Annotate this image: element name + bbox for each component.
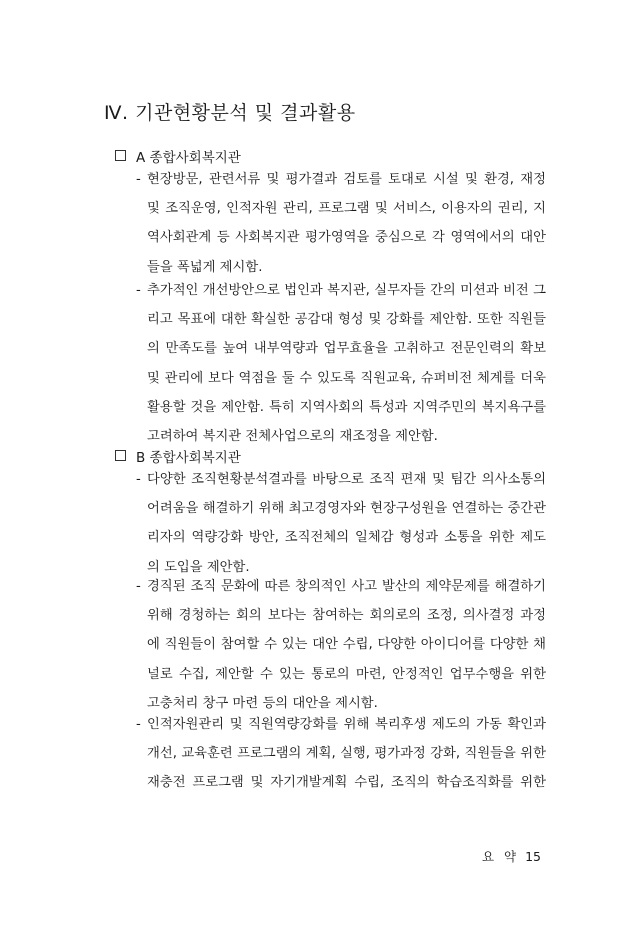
dash-bullet-icon: - <box>136 283 141 298</box>
text-line: 어려움을 해결하기 위해 최고경영자와 현장구성원을 연결하는 중간관 <box>147 501 546 517</box>
text-line: 및 조직운영, 인적자원 관리, 프로그램 및 서비스, 이용자의 권리, 지 <box>147 201 546 217</box>
text-line: 리고 목표에 대한 확실한 공감대 형성 및 강화를 제안함. 또한 직원들 <box>147 312 546 328</box>
text-line: 들을 폭넓게 제시함. <box>147 259 263 275</box>
bullet-item <box>136 710 546 798</box>
footer-label: 요 약 <box>481 849 520 864</box>
dash-bullet-icon: - <box>136 172 141 187</box>
text-line: 리자의 역량강화 방안, 조직전체의 일체감 형성과 소통을 위한 제도 <box>147 530 546 546</box>
text-line: 다양한 조직현황분석결과를 바탕으로 조직 편재 및 팀간 의사소통의 <box>147 472 546 487</box>
text-line: 및 관리에 보다 역점을 둘 수 있도록 직원교육, 슈퍼비전 체계를 더욱 <box>147 370 546 386</box>
section-label: A 종합사회복지관 <box>136 150 241 166</box>
text-line: 위해 경청하는 회의 보다는 참여하는 회의로의 조정, 의사결정 과정 <box>147 608 546 624</box>
bullet-item <box>136 165 546 282</box>
text-line: 재충전 프로그램 및 자기개발계획 수립, 조직의 학습조직화를 위한 <box>147 775 546 791</box>
square-bullet-icon <box>115 150 126 161</box>
section-label: B 종합사회복지관 <box>136 450 241 466</box>
dash-bullet-icon: - <box>136 717 141 732</box>
text-line: 고려하여 복지관 전체사업으로의 재조정을 제안함. <box>147 429 438 445</box>
text-line: 활용할 것을 제안함. 특히 지역사회의 특성과 지역주민의 복지욕구를 <box>147 399 546 415</box>
bullet-item <box>136 276 546 451</box>
dash-bullet-icon: - <box>136 579 141 594</box>
square-bullet-icon <box>115 450 126 461</box>
text-line: 널로 수집, 제안할 수 있는 통로의 마련, 안정적인 업무수행을 위한 <box>147 666 546 682</box>
text-line: 경직된 조직 문화에 따른 창의적인 사고 발산의 제약문제를 해결하기 <box>147 579 546 594</box>
text-line: 의 도입을 제안함. <box>147 559 250 575</box>
text-line: 에 직원들이 참여할 수 있는 대안 수립, 다양한 아이디어를 다양한 채 <box>147 637 546 653</box>
text-line: 고충처리 창구 마련 등의 대안을 제시함. <box>147 695 378 711</box>
text-line: 현장방문, 관련서류 및 평가결과 검토를 토대로 시설 및 환경, 재정 <box>147 172 546 187</box>
section-b-header <box>115 446 241 466</box>
bullet-item <box>136 465 546 582</box>
text-line: 추가적인 개선방안으로 법인과 복지관, 실무자들 간의 미션과 비전 그 <box>147 283 546 298</box>
dash-bullet-icon: - <box>136 472 141 487</box>
chapter-heading: Ⅳ. 기관현황분석 및 결과활용 <box>104 102 356 124</box>
section-a-header <box>115 146 241 166</box>
bullet-item <box>136 572 546 718</box>
text-line: 의 만족도를 높여 내부역량과 업무효율을 고취하고 전문인력의 확보 <box>147 341 546 357</box>
page-footer <box>482 847 541 865</box>
text-line: 개선, 교육훈련 프로그램의 계획, 실행, 평가과정 강화, 직원들을 위한 <box>147 746 546 762</box>
text-line: 인적자원관리 및 직원역량강화를 위해 복리후생 제도의 가동 확인과 <box>147 717 546 732</box>
page-number: 15 <box>525 849 541 864</box>
text-line: 역사회관계 등 사회복지관 평가영역을 중심으로 각 영역에서의 대안 <box>147 230 546 246</box>
